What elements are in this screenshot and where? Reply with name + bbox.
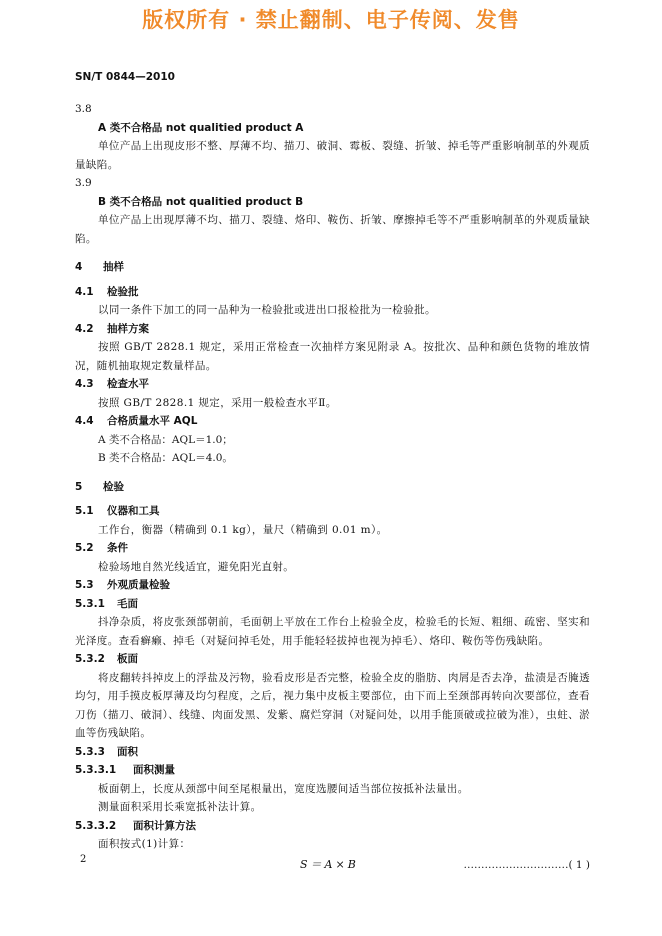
aql-line-b: B 类不合格品：AQL＝4.0。 bbox=[98, 452, 233, 464]
subsubsection-heading bbox=[75, 650, 590, 669]
section-title: 检验 bbox=[103, 480, 124, 493]
clause-number: 3.9 bbox=[75, 177, 92, 189]
formula-row bbox=[75, 856, 590, 876]
section-number: 5.1 bbox=[75, 505, 94, 517]
term-heading: A 类不合格品 not qualitied product A bbox=[98, 121, 304, 134]
subsubsubsection-heading bbox=[75, 761, 590, 780]
copyright-banner: 版权所有 · 禁止翻制、电子传阅、发售 bbox=[142, 8, 520, 32]
section-title: 仪器和工具 bbox=[107, 505, 160, 517]
section-number: 4.2 bbox=[75, 322, 94, 335]
paragraph: 面积按式(1)计算： bbox=[98, 838, 191, 850]
section-title: 合格质量水平 AQL bbox=[107, 415, 198, 427]
section-number: 5.3.1 bbox=[75, 597, 105, 610]
section-title: 外观质量检验 bbox=[107, 579, 170, 591]
paragraph: 工作台，衡器（精确到 0.1 kg），量尺（精确到 0.01 m）。 bbox=[98, 523, 388, 536]
section-title: 抽样方案 bbox=[107, 322, 149, 335]
standard-number: SN/T 0844—2010 bbox=[75, 71, 175, 83]
section-number: 5.3.2 bbox=[75, 653, 105, 665]
page-number: 2 bbox=[80, 854, 87, 865]
section-title: 面积测量 bbox=[133, 764, 175, 776]
section-title: 抽样 bbox=[103, 261, 124, 273]
section-number: 4.1 bbox=[75, 285, 94, 298]
section-number: 5.2 bbox=[75, 542, 94, 554]
section-title: 面积计算方法 bbox=[133, 819, 196, 832]
subsection-heading bbox=[75, 502, 590, 521]
subsection-heading bbox=[75, 539, 590, 558]
subsubsubsection-heading bbox=[75, 817, 590, 836]
section-number: 4.4 bbox=[75, 415, 94, 427]
section-number: 5.3 bbox=[75, 579, 94, 591]
section-number: 5.3.3.1 bbox=[75, 764, 117, 776]
subsubsection-heading bbox=[75, 595, 590, 614]
section-number: 4.3 bbox=[75, 378, 94, 390]
section-heading bbox=[75, 478, 590, 497]
area-formula: S＝A×B bbox=[300, 857, 359, 871]
subsection-heading bbox=[75, 576, 590, 595]
section-title: 条件 bbox=[107, 542, 128, 554]
section-number: 5.3.3.2 bbox=[75, 819, 117, 832]
section-title: 检验批 bbox=[107, 285, 139, 298]
section-number: 5 bbox=[75, 480, 83, 493]
section-number: 4 bbox=[75, 261, 83, 273]
equation-number: …………………………( 1 ) bbox=[463, 858, 590, 871]
term-definition: 单位产品上出现厚薄不均、描刀、裂缝、烙印、鞍伤、折皱、摩擦掉毛等不严重影响制革的外观质量缺陷。 bbox=[75, 214, 590, 245]
subsection-heading bbox=[75, 412, 590, 431]
paragraph: 将皮翻转抖掉皮上的浮盐及污物，验看皮形是否完整，检验全皮的脂肪、肉屑是否去净，盐渍是否腌透均匀，用手摸皮板厚薄及均匀程度，之后，视力集中皮板主要部位，由下而上至颈部再转向次要部位，查看刀伤（描刀、破洞）、线缝、肉面发黑、发紫、腐烂穿洞（对疑问处，以用手能顶破或拉破为准），虫蛀、淤血等伤残缺陷。 bbox=[75, 671, 590, 739]
paragraph: 抖净杂质，将皮张颈部朝前，毛面朝上平放在工作台上检验全皮，检验毛的长短、粗细、疏密、坚实和光泽度。查看癣癞、掉毛（对疑问掉毛处，用手能轻轻拔掉也视为掉毛）、烙印、鞍伤等伤残缺陷。 bbox=[75, 616, 590, 647]
paragraph: 按照 GB/T 2828.1 规定，采用一般检查水平Ⅱ。 bbox=[98, 396, 337, 409]
section-heading bbox=[75, 258, 590, 277]
section-title: 检查水平 bbox=[107, 378, 149, 390]
subsection-heading bbox=[75, 375, 590, 394]
document-body bbox=[75, 100, 590, 876]
paragraph: 按照 GB/T 2828.1 规定，采用正常检查一次抽样方案见附录 A。按批次、品种和颜色货物的堆放情况，随机抽取规定数量样品。 bbox=[75, 341, 590, 372]
section-title: 毛面 bbox=[117, 597, 138, 610]
section-title: 面积 bbox=[117, 745, 138, 758]
term-definition: 单位产品上出现皮形不整、厚薄不均、描刀、破洞、霉板、裂缝、折皱、掉毛等严重影响制革的外观质量缺陷。 bbox=[75, 140, 590, 171]
clause-number: 3.8 bbox=[75, 103, 92, 115]
section-title: 板面 bbox=[117, 653, 138, 665]
paragraph: 以同一条件下加工的同一品种为一检验批或进出口报检批为一检验批。 bbox=[98, 304, 436, 316]
subsection-heading bbox=[75, 320, 590, 339]
aql-line-a: A 类不合格品：AQL＝1.0； bbox=[98, 433, 233, 446]
subsection-heading bbox=[75, 283, 590, 302]
section-number: 5.3.3 bbox=[75, 745, 105, 758]
paragraph: 板面朝上，长度从颈部中间至尾根量出，宽度选腰间适当部位按抵补法量出。 bbox=[98, 782, 469, 795]
paragraph: 测量面积采用长乘宽抵补法计算。 bbox=[98, 801, 262, 813]
term-heading: B 类不合格品 not qualitied product B bbox=[98, 195, 304, 208]
subsubsection-heading bbox=[75, 743, 590, 762]
paragraph: 检验场地自然光线适宜，避免阳光直射。 bbox=[98, 560, 295, 573]
